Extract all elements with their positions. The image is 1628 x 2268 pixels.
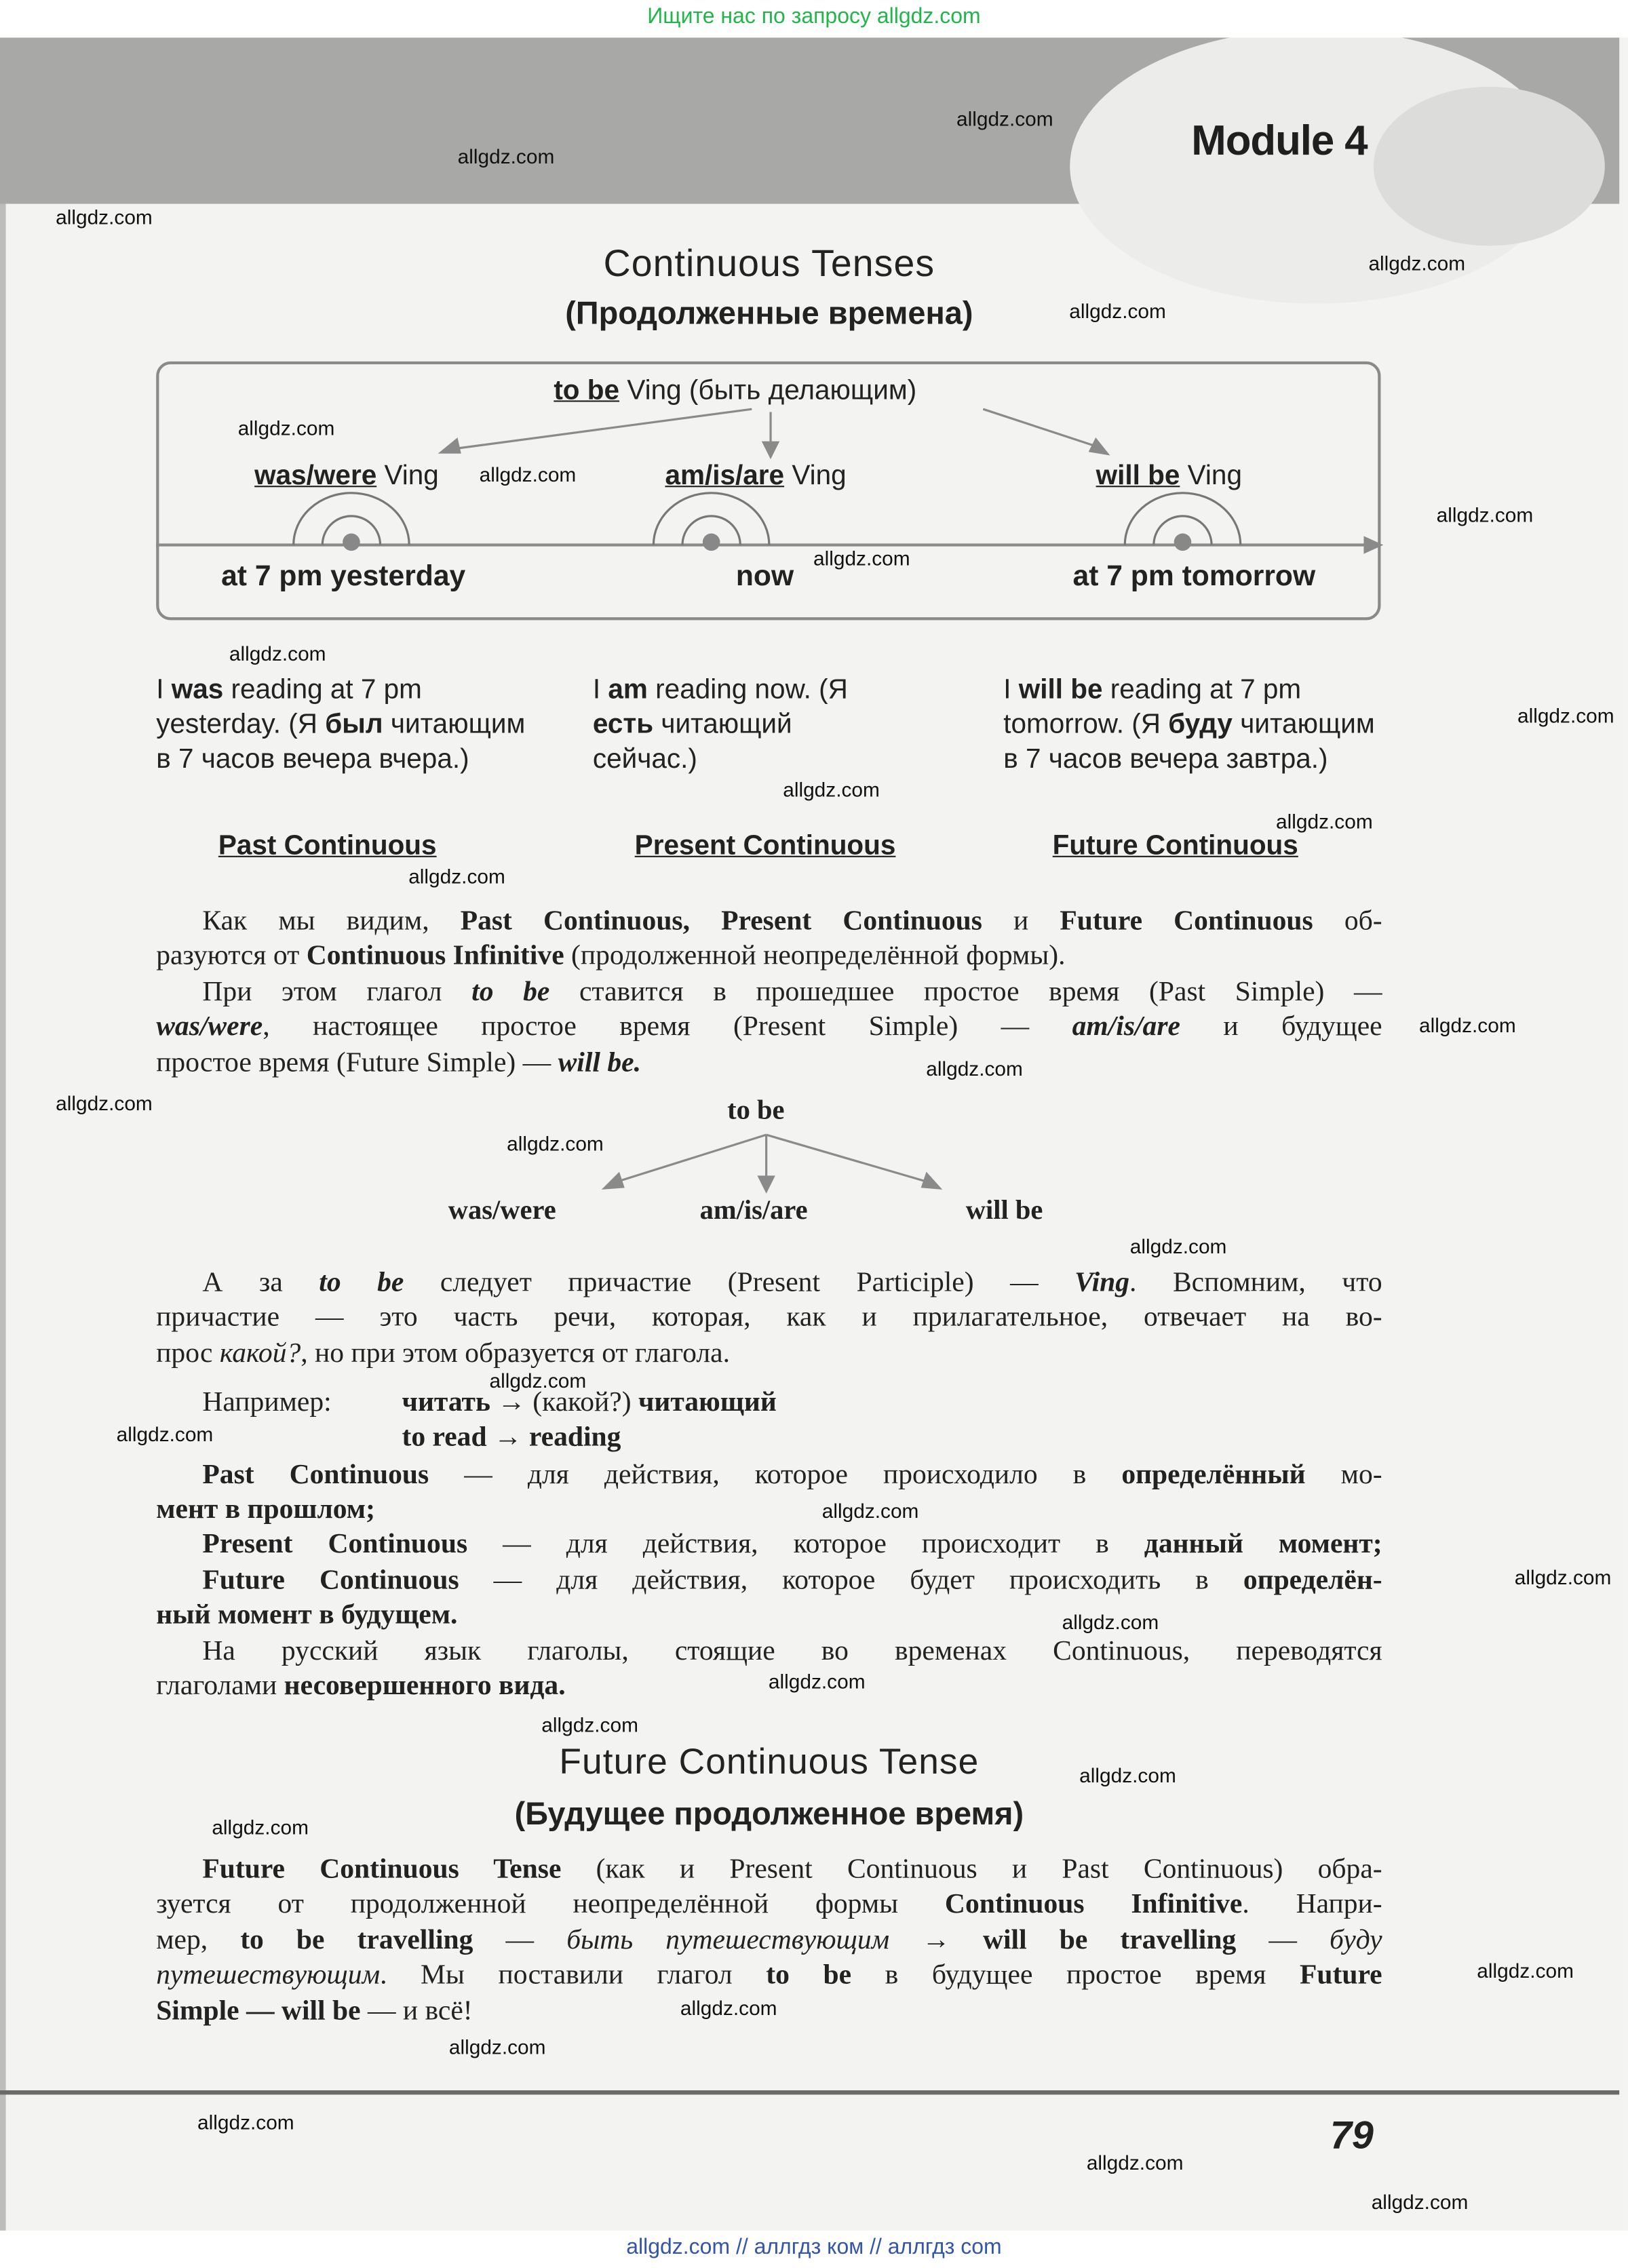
watermark-text: allgdz.com	[1514, 1565, 1612, 1589]
text-segment: глаголами	[156, 1671, 284, 1702]
text-segment: мент в прошлом;	[156, 1495, 375, 1526]
text: reading now. (Я	[647, 675, 848, 706]
arrowhead	[763, 442, 777, 456]
tense-name-past: Past Continuous	[218, 831, 437, 862]
page-number: 79	[1330, 2113, 1374, 2157]
arrow-line	[767, 1135, 930, 1182]
text-segment: am/is/are	[1072, 1012, 1180, 1043]
text-segment: определённый	[1121, 1460, 1306, 1491]
text: есть	[592, 709, 654, 741]
text-segment: →	[889, 1925, 983, 1956]
footer-links[interactable]: allgdz.com // аллгдз ком // аллгдз com	[0, 2231, 1628, 2268]
text-line	[156, 1635, 1382, 1670]
time-label-future: at 7 pm tomorrow	[1072, 560, 1316, 593]
text-segment: —	[473, 1925, 567, 1956]
text-segment: Continuous Infinitive	[306, 941, 564, 973]
watermark-text: allgdz.com	[1069, 299, 1166, 323]
diagram-branch: was/were	[448, 1195, 556, 1226]
text-segment: На русский язык глаголы, стоящие во временах Continuous, переводятся	[202, 1636, 1382, 1667]
text: will be	[1018, 675, 1103, 706]
paragraph	[156, 1564, 1382, 1635]
diagram-root: to be	[727, 1095, 785, 1127]
paragraph	[156, 1528, 1382, 1563]
text-segment: мо-	[1305, 1460, 1382, 1491]
paragraph	[156, 1459, 1382, 1529]
section-subheading: (Будущее продолженное время)	[514, 1795, 1024, 1832]
watermark-text: allgdz.com	[1129, 1234, 1227, 1258]
watermark-text: allgdz.com	[1517, 703, 1614, 728]
tense-name-future: Future Continuous	[1052, 831, 1298, 862]
text-segment: Present Continuous	[202, 1529, 468, 1560]
text-segment: Future	[1300, 1960, 1382, 1991]
text-line	[156, 1528, 1382, 1563]
text-segment: быть путешествующим	[566, 1925, 890, 1956]
text-segment: зуется от продолженной неопределённой формы	[156, 1890, 945, 1921]
diagram-branch: will be	[965, 1195, 1043, 1226]
watermark-text: allgdz.com	[1419, 1013, 1516, 1037]
text-segment: ставится в прошедшее простое время (Past Simple) —	[549, 977, 1382, 1008]
text-segment: разуются от	[156, 941, 307, 973]
watermark-text: allgdz.com	[237, 416, 335, 439]
text-segment: несовершенного вида.	[284, 1671, 566, 1702]
ving: Ving	[376, 461, 439, 492]
infinitive-formula	[554, 376, 916, 408]
tense-name-present: Present Continuous	[634, 831, 896, 862]
page-title: Continuous Tenses	[603, 241, 935, 285]
watermark-text: allgdz.com	[1371, 2190, 1469, 2214]
text-segment: путешествующим	[156, 1960, 381, 1991]
text-segment: . Напри-	[1242, 1890, 1382, 1921]
text-segment: . Мы поставили глагол	[380, 1960, 767, 1991]
watermark-text: allgdz.com	[56, 205, 153, 229]
text: → (какой?)	[490, 1388, 638, 1418]
watermark-text: allgdz.com	[212, 1816, 309, 1839]
formula-text: Ving (быть делающим)	[619, 376, 917, 406]
text: reading at 7 pm tomorrow. (Я	[1003, 675, 1302, 741]
text: I	[1003, 675, 1019, 706]
text-segment: Future Continuous	[202, 1565, 459, 1597]
text-segment: — и всё!	[360, 1995, 473, 2027]
text-segment: Future Continuous Tense	[202, 1854, 562, 1885]
time-point	[343, 533, 360, 551]
arrowhead	[759, 1177, 773, 1191]
text: was	[171, 675, 224, 706]
text-segment: Continuous Infinitive	[944, 1890, 1243, 1921]
text-segment: to be	[471, 977, 550, 1008]
text-segment: данный момент;	[1144, 1529, 1382, 1560]
text-segment: —	[1236, 1925, 1330, 1956]
text-segment: Ving	[1074, 1268, 1130, 1298]
ving: Ving	[784, 461, 847, 492]
arrowhead	[604, 1174, 623, 1188]
example-future	[1003, 673, 1382, 777]
watermark-text: allgdz.com	[1276, 809, 1373, 833]
watermark-text: allgdz.com	[197, 2110, 294, 2134]
text: I	[156, 675, 172, 706]
text-segment: Simple — will be	[156, 1995, 361, 2027]
aux-verb: will be	[1096, 461, 1180, 492]
text: читать	[402, 1388, 490, 1418]
section-heading: Future Continuous Tense	[559, 1742, 980, 1783]
text-segment: Как мы видим,	[202, 906, 461, 937]
text-segment: в будущее простое время	[851, 1960, 1300, 1991]
text-segment: прос	[156, 1338, 220, 1369]
time-label-past: at 7 pm yesterday	[221, 560, 466, 593]
watermark-text: allgdz.com	[229, 642, 326, 665]
text-segment: — для действия, которое будет происходить в	[459, 1565, 1243, 1597]
example-english: to read → reading	[402, 1422, 621, 1453]
time-point	[1174, 533, 1192, 551]
text: I	[592, 675, 608, 706]
watermark-text: allgdz.com	[457, 144, 555, 168]
watermark-text: allgdz.com	[956, 106, 1053, 130]
watermark-text: allgdz.com	[408, 864, 505, 888]
text-line	[156, 1564, 1382, 1599]
watermark-text: allgdz.com	[821, 1499, 919, 1523]
watermark-text: allgdz.com	[1477, 1959, 1574, 1982]
text: am	[608, 675, 648, 706]
watermark-text: allgdz.com	[1436, 503, 1534, 526]
text: читающим в 7 часов вечера вчера.)	[156, 709, 526, 775]
text-line	[156, 940, 1382, 975]
diagram-branch: am/is/are	[699, 1195, 808, 1226]
text-segment: ный момент в будущем.	[156, 1601, 458, 1632]
text-segment: мер,	[156, 1925, 241, 1956]
page-subtitle: (Продолженные времена)	[565, 294, 973, 332]
text-line	[156, 976, 1382, 1011]
watermark-text: allgdz.com	[56, 1091, 153, 1115]
text-segment: , настоящее простое время (Present Simple) —	[263, 1012, 1072, 1043]
watermark-text: allgdz.com	[1368, 251, 1466, 275]
text-segment: will be travelling	[982, 1925, 1237, 1956]
watermark-text: allgdz.com	[680, 1996, 777, 2020]
watermark-text: allgdz.com	[813, 546, 910, 570]
watermark-text: allgdz.com	[1062, 1610, 1159, 1634]
text-segment: was/were	[156, 1012, 263, 1043]
watermark-text: allgdz.com	[783, 777, 880, 801]
watermark-text: allgdz.com	[507, 1131, 604, 1155]
text-line	[156, 1266, 1382, 1302]
text-segment: и будущее	[1180, 1012, 1382, 1043]
text-line	[156, 1888, 1382, 1923]
arrow-line	[983, 409, 1102, 448]
example-russian	[402, 1388, 777, 1420]
text-segment: А за	[202, 1268, 319, 1298]
text-segment: Future Continuous	[1060, 906, 1313, 937]
watermark-text: allgdz.com	[448, 2035, 546, 2059]
text-segment: — для действия, которое происходит в	[467, 1529, 1144, 1560]
arrow-line	[448, 409, 752, 450]
text-segment: — для действия, которое происходило в	[429, 1460, 1122, 1491]
time-point	[703, 533, 720, 551]
text-segment: какой?	[219, 1338, 301, 1369]
watermark-text: allgdz.com	[116, 1422, 214, 1446]
paragraph	[156, 905, 1382, 975]
arrowhead	[441, 439, 460, 452]
text-segment: об-	[1313, 906, 1382, 937]
text: читающим в 7 часов вечера завтра.)	[1003, 709, 1375, 775]
text: читающий сейчас.)	[592, 709, 792, 775]
aux-verb: was/were	[254, 461, 377, 492]
aux-verb: am/is/are	[665, 461, 785, 492]
search-banner[interactable]: Ищите нас по запросу allgdz.com	[0, 0, 1628, 37]
text-segment: (как и Present Continuous и Past Continuous) обра-	[561, 1854, 1382, 1885]
text-line	[156, 905, 1382, 940]
paragraph	[156, 1266, 1382, 1372]
text-segment: простое время (Future Simple) —	[156, 1047, 558, 1078]
text-segment: Past Continuous, Present Continuous	[460, 906, 982, 937]
timeline-arrowhead	[1365, 538, 1380, 552]
arrowhead	[923, 1174, 940, 1188]
bottom-divider	[0, 2090, 1619, 2094]
text-segment: буду	[1330, 1925, 1382, 1956]
text: читающий	[638, 1388, 777, 1418]
text: буду	[1168, 709, 1233, 741]
text-segment: и	[982, 906, 1060, 937]
present-form	[665, 461, 846, 493]
text-line	[156, 1494, 1382, 1529]
time-label-now: now	[735, 560, 794, 593]
text-segment: причастие — это часть речи, которая, как и прилагательное, отвечает на во-	[156, 1303, 1382, 1334]
text-line	[156, 1923, 1382, 1959]
past-form	[254, 461, 439, 493]
text-segment: (продолженной неопределённой формы).	[564, 941, 1066, 973]
text: reading at 7 pm yesterday. (Я	[156, 675, 422, 741]
watermark-text: allgdz.com	[1079, 1763, 1176, 1787]
paragraph	[156, 976, 1382, 1082]
watermark-text: allgdz.com	[541, 1713, 638, 1736]
text-line	[156, 1302, 1382, 1337]
watermark-text: allgdz.com	[479, 463, 577, 486]
example-label: Например:	[202, 1388, 332, 1418]
arrow-line	[615, 1135, 767, 1182]
text-segment: to be	[766, 1960, 852, 1991]
text-line	[156, 1599, 1382, 1635]
watermark-text: allgdz.com	[926, 1057, 1023, 1080]
watermark-text: allgdz.com	[768, 1669, 866, 1693]
future-form	[1096, 461, 1242, 493]
module-label: Module 4	[1191, 118, 1368, 165]
watermark-text: allgdz.com	[489, 1369, 587, 1392]
text-line	[156, 1337, 1382, 1372]
example-past	[156, 673, 535, 777]
text-segment: , но при этом образуется от глагола.	[301, 1338, 731, 1369]
watermark-text: allgdz.com	[1086, 2151, 1184, 2174]
example-present	[593, 673, 882, 777]
text-line	[156, 1047, 1382, 1082]
text-line	[156, 1959, 1382, 1995]
arrowhead	[1090, 439, 1108, 454]
text-segment: Past Continuous	[202, 1460, 429, 1491]
text-segment: определён-	[1243, 1565, 1382, 1597]
to-be-label: to be	[554, 376, 620, 406]
text: был	[325, 709, 383, 741]
text-segment: следует причастие (Present Participle) —	[404, 1268, 1075, 1298]
ving: Ving	[1180, 461, 1242, 492]
text-segment: to be	[319, 1268, 404, 1298]
text-segment: to be travelling	[240, 1925, 473, 1956]
text-segment: . Вспомним, что	[1129, 1268, 1382, 1298]
text-line	[156, 1853, 1382, 1888]
text-segment: will be.	[558, 1047, 641, 1078]
text-line	[156, 1459, 1382, 1494]
text-segment: При этом глагол	[202, 977, 472, 1008]
text-line	[156, 1011, 1382, 1047]
